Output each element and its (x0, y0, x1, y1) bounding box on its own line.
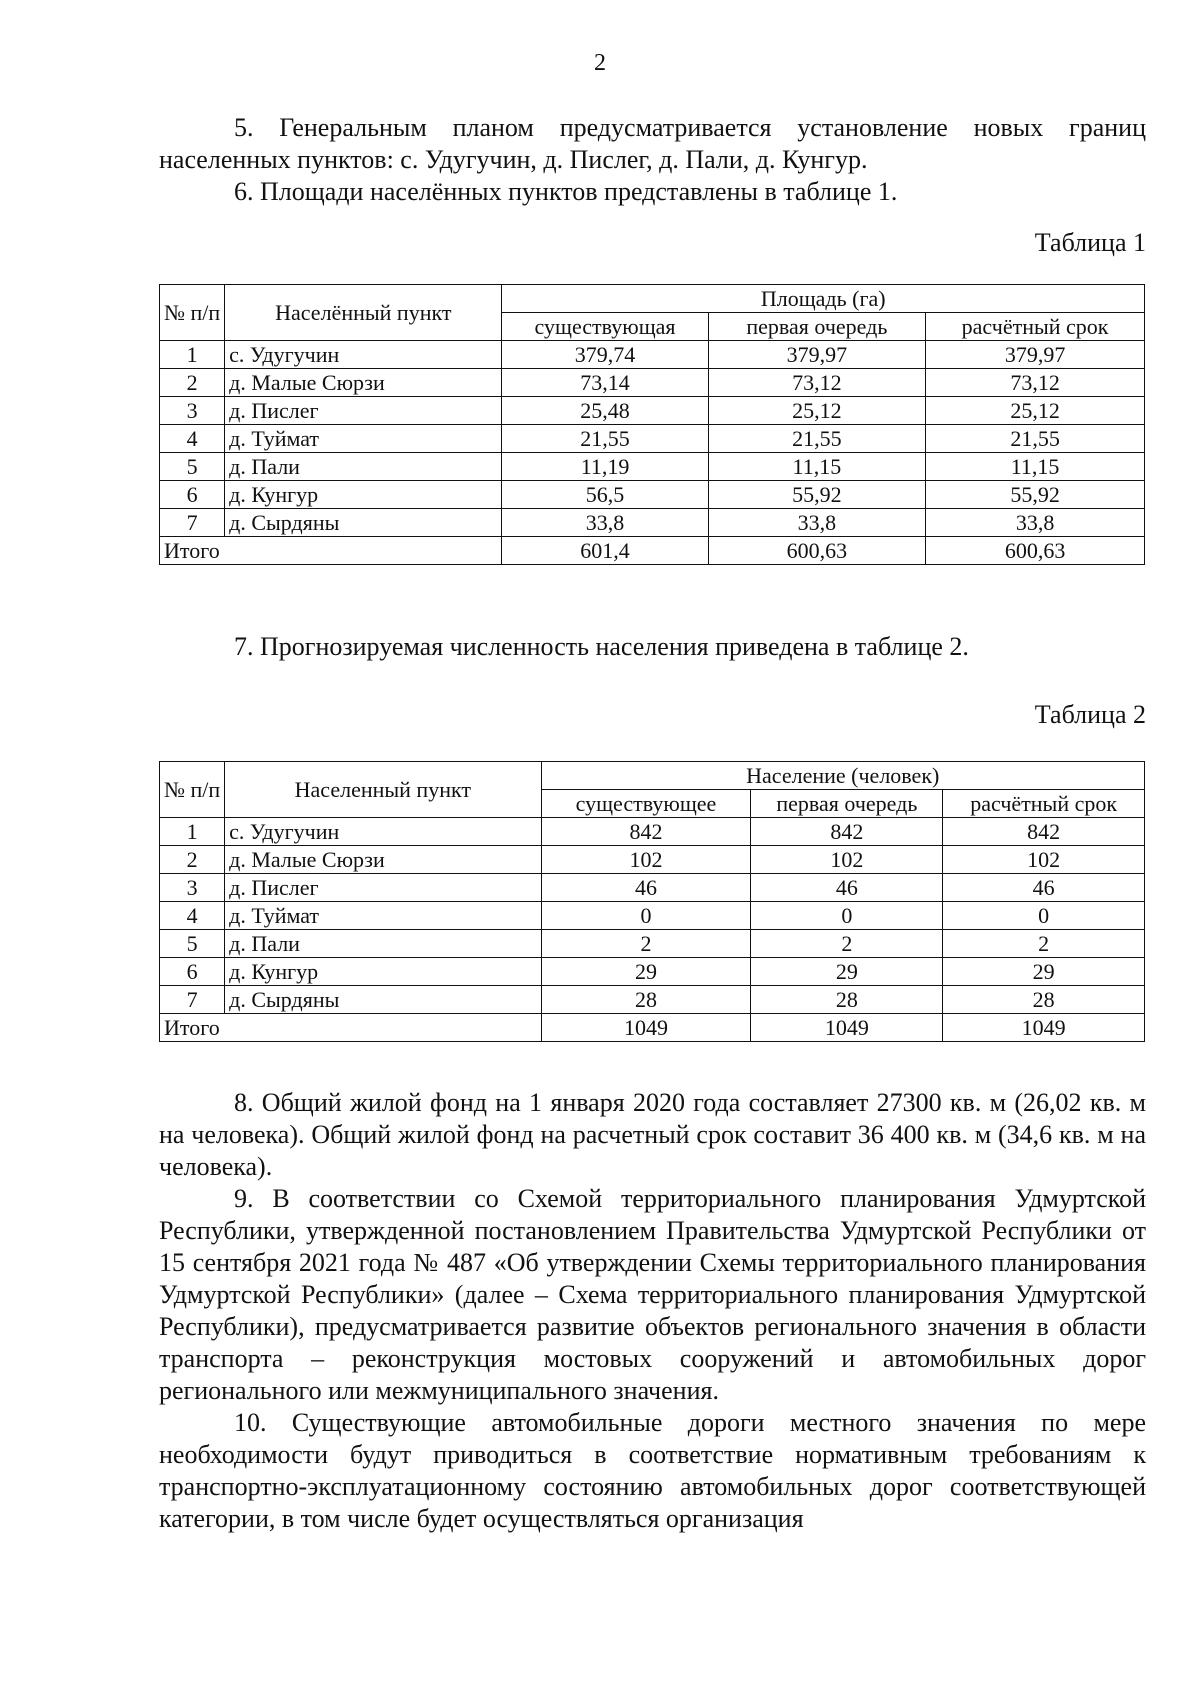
row-value: 73,14 (502, 369, 708, 397)
table-row (160, 986, 1145, 1014)
table-1-subheader: существующая (502, 313, 708, 341)
table-row (160, 846, 1145, 874)
row-name: с. Удугучин (225, 341, 502, 369)
row-num: 1 (160, 341, 225, 369)
table-2-caption: Таблица 2 (1034, 700, 1146, 729)
row-name: д. Туймат (225, 425, 502, 453)
table-1 (159, 284, 1145, 565)
table-2-num-header: № п/п (160, 762, 225, 818)
row-value: 28 (943, 986, 1145, 1014)
row-num: 5 (160, 453, 225, 481)
total-value: 600,63 (708, 537, 926, 565)
row-value: 0 (943, 902, 1145, 930)
total-value: 600,63 (926, 537, 1145, 565)
table-row (160, 341, 1145, 369)
table-2-group-header: Население (человек) (541, 762, 1145, 790)
row-num: 1 (160, 818, 225, 846)
row-num: 3 (160, 397, 225, 425)
row-value: 33,8 (502, 509, 708, 537)
table-row (160, 453, 1145, 481)
row-name: д. Туймат (225, 902, 541, 930)
row-name: д. Пислег (225, 874, 541, 902)
table-total-row (160, 537, 1145, 565)
row-name: д. Пали (225, 453, 502, 481)
row-value: 102 (943, 846, 1145, 874)
row-value: 73,12 (926, 369, 1145, 397)
row-name: д. Сырдяны (225, 509, 502, 537)
row-value: 379,97 (708, 341, 926, 369)
row-num: 6 (160, 481, 225, 509)
total-label: Итого (160, 537, 502, 565)
table-row (160, 509, 1145, 537)
table-row (160, 481, 1145, 509)
row-value: 21,55 (926, 425, 1145, 453)
row-value: 29 (751, 958, 943, 986)
table-row (160, 818, 1145, 846)
table-2-subheader: существующее (541, 790, 751, 818)
table-row (160, 397, 1145, 425)
table-2-subheader: расчётный срок (943, 790, 1145, 818)
row-num: 7 (160, 986, 225, 1014)
table-2-header-row (160, 762, 1145, 790)
row-name: с. Удугучин (225, 818, 541, 846)
row-value: 33,8 (708, 509, 926, 537)
row-value: 33,8 (926, 509, 1145, 537)
row-num: 6 (160, 958, 225, 986)
row-value: 25,48 (502, 397, 708, 425)
page-number: 2 (594, 50, 606, 76)
table-2-name-header: Населенный пункт (225, 762, 541, 818)
row-value: 2 (943, 930, 1145, 958)
row-value: 28 (751, 986, 943, 1014)
row-name: д. Пислег (225, 397, 502, 425)
row-value: 11,19 (502, 453, 708, 481)
row-num: 4 (160, 902, 225, 930)
row-value: 0 (751, 902, 943, 930)
row-value: 102 (751, 846, 943, 874)
row-value: 55,92 (926, 481, 1145, 509)
table-row (160, 930, 1145, 958)
table-total-row (160, 1014, 1145, 1042)
table-1-group-header: Площадь (га) (502, 285, 1145, 313)
row-num: 5 (160, 930, 225, 958)
row-value: 379,97 (926, 341, 1145, 369)
table-row (160, 874, 1145, 902)
row-name: д. Кунгур (225, 481, 502, 509)
row-value: 55,92 (708, 481, 926, 509)
row-value: 379,74 (502, 341, 708, 369)
table-row (160, 425, 1145, 453)
total-value: 1049 (541, 1014, 751, 1042)
paragraph-9: 9. В соответствии со Схемой территориального планирования Удмуртской Республики, утвержденной постановлением Правительства Удмуртской Республики от 15 сентября 2021 года № 487 «Об утверждении Схемы территориального планирования Удмуртской Республики» (далее – Схема территориального планирования Удмуртской Республики), предусматривается развитие объектов регионального значения в области транспорта – реконструкция мостовых сооружений и автомобильных дорог регионального или межмуниципального значения. (159, 1184, 1146, 1405)
row-value: 73,12 (708, 369, 926, 397)
row-value: 2 (751, 930, 943, 958)
row-num: 2 (160, 369, 225, 397)
row-value: 11,15 (926, 453, 1145, 481)
total-value: 1049 (751, 1014, 943, 1042)
row-value: 0 (541, 902, 751, 930)
row-num: 2 (160, 846, 225, 874)
table-2 (159, 761, 1145, 1042)
table-1-num-header: № п/п (160, 285, 225, 341)
row-value: 842 (943, 818, 1145, 846)
table-1-subheader: расчётный срок (926, 313, 1145, 341)
table-1-subheader: первая очередь (708, 313, 926, 341)
row-value: 842 (541, 818, 751, 846)
table-row (160, 369, 1145, 397)
row-value: 29 (541, 958, 751, 986)
row-name: д. Сырдяны (225, 986, 541, 1014)
table-1-name-header: Населённый пункт (225, 285, 502, 341)
paragraph-8: 8. Общий жилой фонд на 1 января 2020 года составляет 27300 кв. м (26,02 кв. м на человека). Общий жилой фонд на расчетный срок составит 36 400 кв. м (34,6 кв. м на человека). (159, 1088, 1146, 1181)
row-value: 29 (943, 958, 1145, 986)
total-value: 601,4 (502, 537, 708, 565)
row-value: 21,55 (502, 425, 708, 453)
total-label: Итого (160, 1014, 542, 1042)
table-2-subheader: первая очередь (751, 790, 943, 818)
row-value: 842 (751, 818, 943, 846)
row-name: д. Малые Сюрзи (225, 369, 502, 397)
paragraph-7: 7. Прогнозируемая численность населения приведена в таблице 2. (234, 632, 969, 661)
row-value: 28 (541, 986, 751, 1014)
paragraphs-bottom (159, 1087, 1146, 1535)
row-value: 56,5 (502, 481, 708, 509)
row-value: 25,12 (708, 397, 926, 425)
table-row (160, 958, 1145, 986)
row-num: 7 (160, 509, 225, 537)
row-name: д. Пали (225, 930, 541, 958)
paragraph-6: 6. Площади населённых пунктов представлены в таблице 1. (234, 177, 898, 206)
row-value: 46 (943, 874, 1145, 902)
row-value: 2 (541, 930, 751, 958)
table-row (160, 902, 1145, 930)
row-value: 46 (751, 874, 943, 902)
row-value: 25,12 (926, 397, 1145, 425)
row-value: 102 (541, 846, 751, 874)
paragraph-5: 5. Генеральным планом предусматривается установление новых границ населенных пунктов: с. Удугучин, д. Пислег, д. Пали, д. Кунгур. (159, 113, 1146, 174)
paragraph-10: 10. Существующие автомобильные дороги местного значения по мере необходимости будут приводиться в соответствие нормативным требованиям к транспортно-эксплуатационному состоянию автомобильных дорог соответствующей категории, в том числе будет осуществляться организация (159, 1408, 1146, 1533)
total-value: 1049 (943, 1014, 1145, 1042)
row-num: 4 (160, 425, 225, 453)
table-1-header-row (160, 285, 1145, 313)
paragraphs-top (159, 112, 1146, 208)
row-num: 3 (160, 874, 225, 902)
paragraph-mid (159, 631, 1146, 663)
row-name: д. Малые Сюрзи (225, 846, 541, 874)
table-1-caption: Таблица 1 (1034, 228, 1146, 257)
row-name: д. Кунгур (225, 958, 541, 986)
row-value: 21,55 (708, 425, 926, 453)
row-value: 46 (541, 874, 751, 902)
row-value: 11,15 (708, 453, 926, 481)
